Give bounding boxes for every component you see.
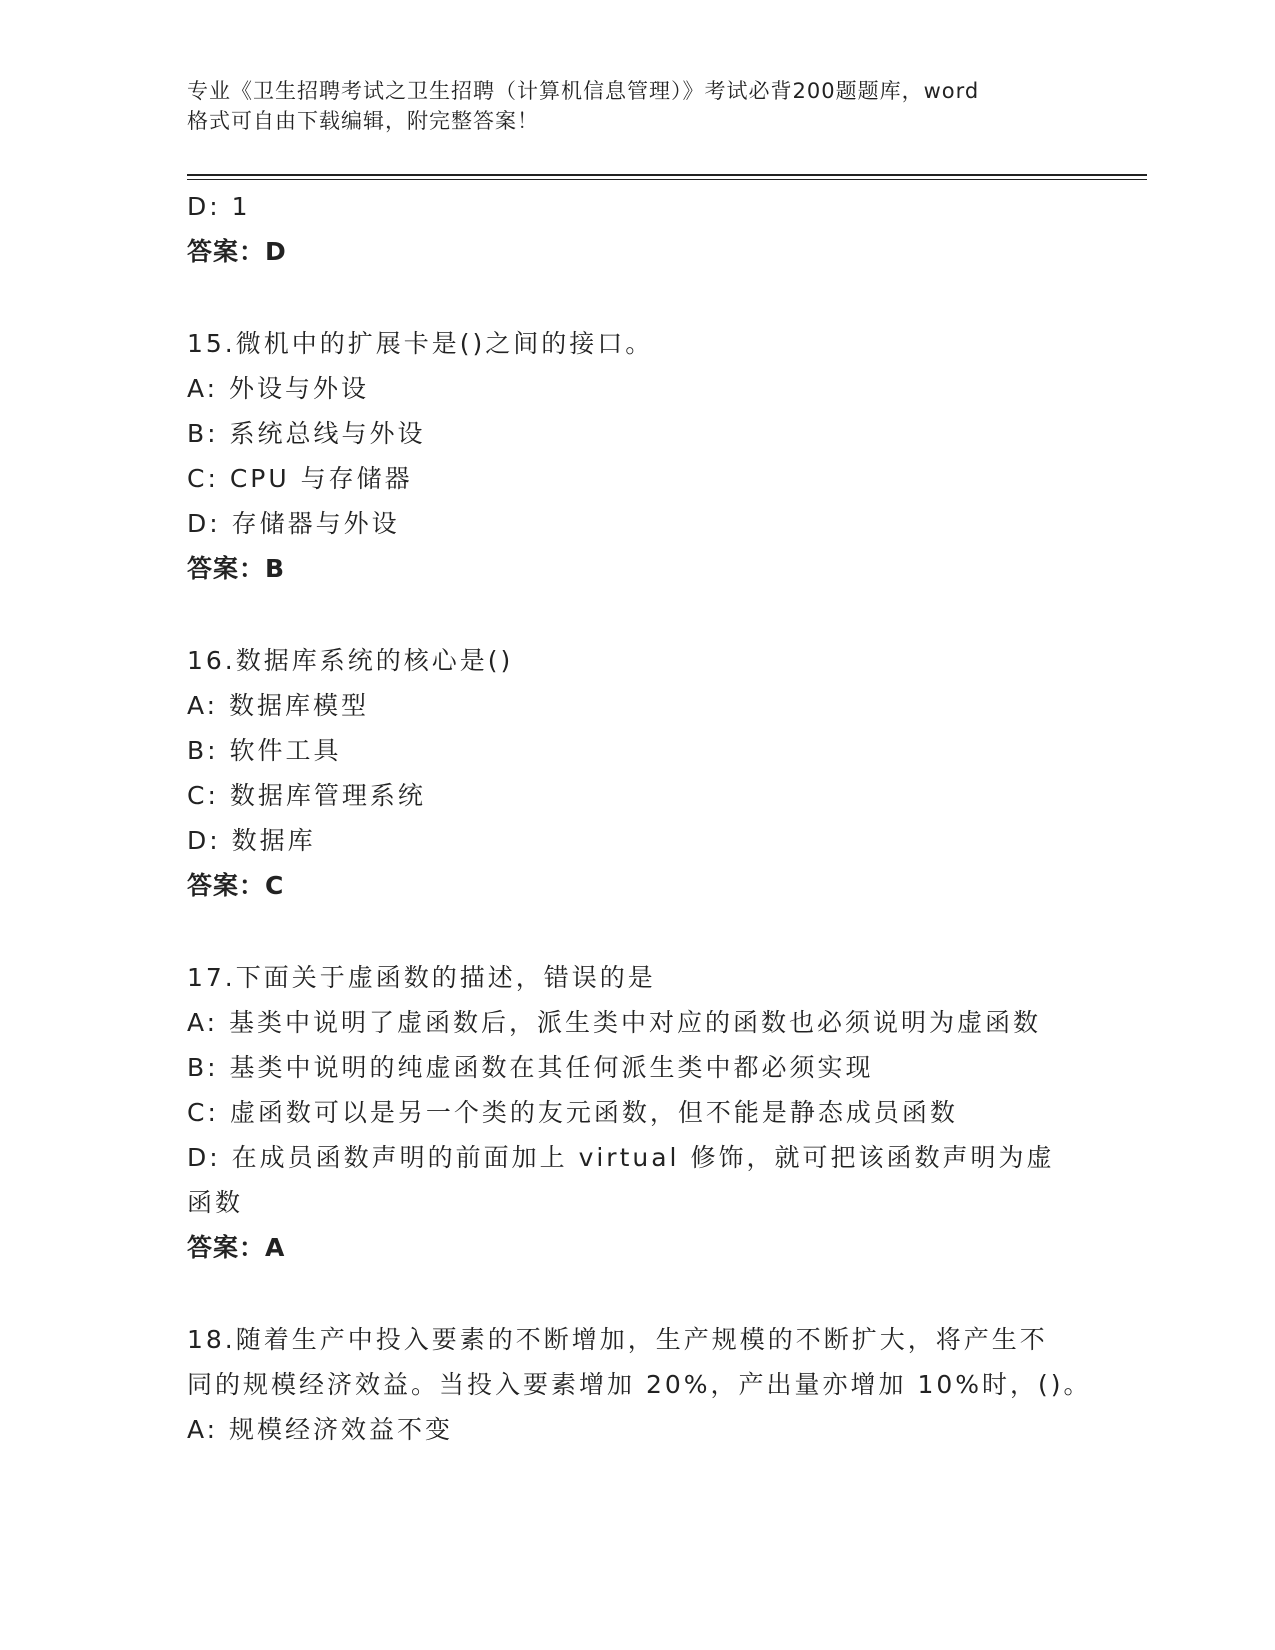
question-17 <box>187 955 1147 1271</box>
option-b: B: 基类中说明的纯虚函数在其任何派生类中都必须实现 <box>187 1053 874 1082</box>
answer-line: 答案：D <box>187 237 287 266</box>
answer-line: 答案：A <box>187 1233 286 1262</box>
option-c: C: 虚函数可以是另一个类的友元函数，但不能是静态成员函数 <box>187 1098 958 1127</box>
option-b: B: 系统总线与外设 <box>187 419 426 448</box>
header-divider <box>187 174 1147 180</box>
question-14-tail <box>187 184 1147 275</box>
option-a: A: 基类中说明了虚函数后，派生类中对应的函数也必须说明为虚函数 <box>187 1008 1042 1037</box>
question-stem: 16.数据库系统的核心是() <box>187 646 514 675</box>
question-stem-line-2: 同的规模经济效益。当投入要素增加 20%，产出量亦增加 10%时，()。 <box>187 1370 1092 1399</box>
header-line-1: 专业《卫生招聘考试之卫生招聘（计算机信息管理）》考试必背200题题库，word <box>187 79 980 103</box>
option-d: D: 在成员函数声明的前面加上 virtual 修饰，就可把该函数声明为虚 <box>187 1143 1055 1172</box>
document-page <box>187 76 1147 1452</box>
header-line-2: 格式可自由下载编辑，附完整答案！ <box>187 109 539 133</box>
option-a: A: 规模经济效益不变 <box>187 1415 454 1444</box>
question-15 <box>187 321 1147 592</box>
document-header <box>187 76 1147 136</box>
question-stem: 17.下面关于虚函数的描述，错误的是 <box>187 963 656 992</box>
question-stem-line-1: 18.随着生产中投入要素的不断增加，生产规模的不断扩大，将产生不 <box>187 1325 1048 1354</box>
document-body <box>187 184 1147 1452</box>
option-d: D: 1 <box>187 192 251 221</box>
option-a: A: 数据库模型 <box>187 691 370 720</box>
answer-line: 答案：C <box>187 871 285 900</box>
option-c: C: CPU 与存储器 <box>187 464 413 493</box>
option-a: A: 外设与外设 <box>187 374 370 403</box>
answer-line: 答案：B <box>187 554 286 583</box>
option-b: B: 软件工具 <box>187 736 342 765</box>
question-18 <box>187 1317 1147 1452</box>
question-stem: 15.微机中的扩展卡是()之间的接口。 <box>187 329 654 358</box>
option-d-continued: 函数 <box>187 1188 244 1217</box>
option-c: C: 数据库管理系统 <box>187 781 426 810</box>
option-d: D: 数据库 <box>187 826 316 855</box>
question-16 <box>187 638 1147 909</box>
option-d: D: 存储器与外设 <box>187 509 400 538</box>
